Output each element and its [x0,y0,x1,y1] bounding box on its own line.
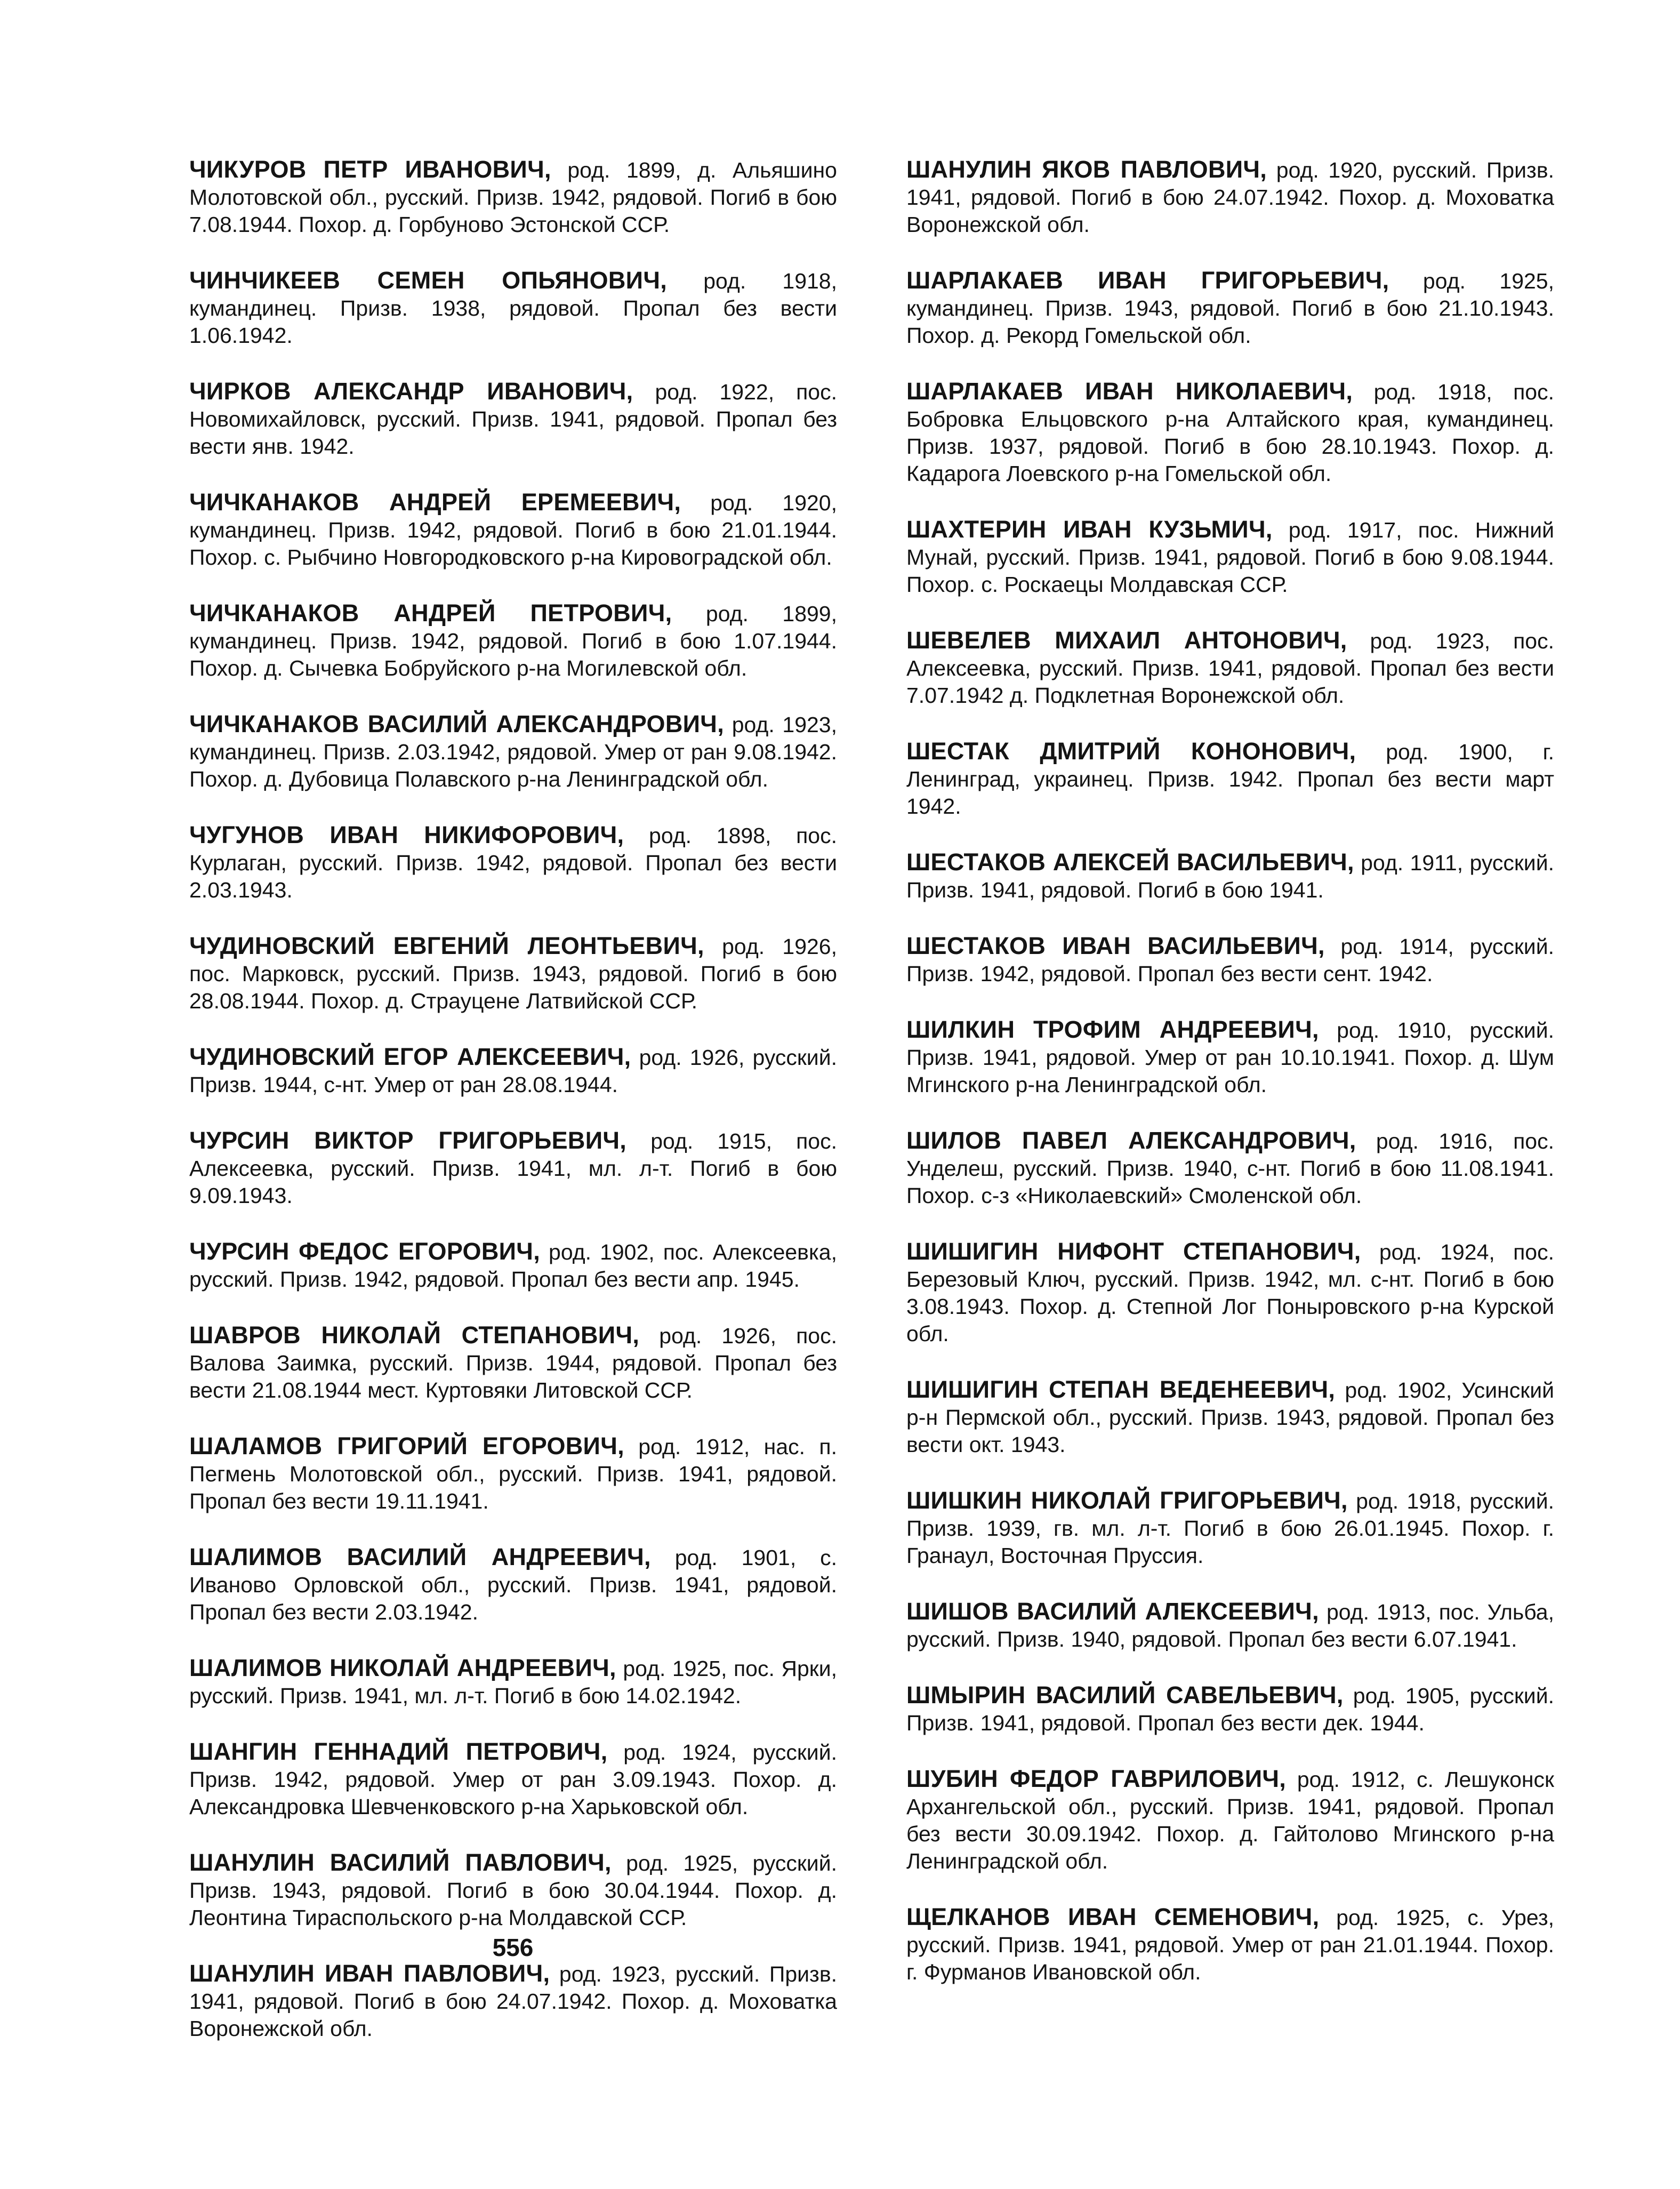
entry [189,1127,837,1209]
entry [906,516,1554,598]
entry-text: род. 1915, пос. Алексеевка, русский. Призв. 1941, мл. л-т. Погиб в бою 9.09.1943. [189,1129,837,1208]
page-number: 556 [492,1934,534,1961]
entry-name: ЧУДИНОВСКИЙ ЕВГЕНИЙ ЛЕОНТЬЕВИЧ, [189,932,704,959]
entry-text: род. 1900, г. Ленинград, украинец. Призв. 1942. Пропал без вести март 1942. [906,740,1554,819]
entry-text: род. 1910, русский. Призв. 1941, рядовой. Умер от ран 10.10.1941. Похор. д. Шум Мгинского р-на Ленинградской обл. [906,1018,1554,1097]
entry-text: род. 1925, русский. Призв. 1943, рядовой. Погиб в бою 30.04.1944. Похор. д. Леонтина Тираспольского р-на Молдавской ССР. [189,1851,837,1930]
entry [189,1849,837,1931]
entry-name: ШИШИГИН НИФОНТ СТЕПАНОВИЧ, [906,1238,1361,1265]
entry-name: ЩЕЛКАНОВ ИВАН СЕМЕНОВИЧ, [906,1903,1320,1930]
entry [189,1960,837,2042]
entry-text: род. 1923, кумандинец. Призв. 2.03.1942, рядовой. Умер от ран 9.08.1942. Похор. д. Дубовица Полавского р-на Ленинградской обл. [189,712,837,791]
entry-text: род. 1926, пос. Валова Заимка, русский. Призв. 1944, рядовой. Пропал без вести 21.08.1944 мест. Куртовяки Литовской ССР. [189,1324,838,1402]
entry-name: ШИШКИН НИКОЛАЙ ГРИГОРЬЕВИЧ, [906,1487,1348,1514]
entry-text: род. 1916, пос. Унделеш, русский. Призв. 1940, с-нт. Погиб в бою 11.08.1941. Похор. с-з «Николаевский» Смоленской обл. [906,1129,1554,1208]
entry-text: род. 1918, кумандинец. Призв. 1938, рядовой. Пропал без вести 1.06.1942. [189,269,838,348]
entry-name: ШИШОВ ВАСИЛИЙ АЛЕКСЕЕВИЧ, [906,1598,1319,1625]
entry-text: род. 1901, с. Иваново Орловской обл., русский. Призв. 1941, рядовой. Пропал без вести 2.03.1942. [189,1545,837,1624]
entry [189,1321,837,1404]
entry-name: ЧИКУРОВ ПЕТР ИВАНОВИЧ, [189,156,551,183]
entry-text: род. 1914, русский. Призв. 1942, рядовой. Пропал без вести сент. 1942. [906,934,1554,986]
entry [189,1654,837,1710]
entry-text: род. 1924, русский. Призв. 1942, рядовой. Умер от ран 3.09.1943. Похор. д. Александровка Шевченковского р-на Харьковской обл. [189,1740,837,1819]
entry-text: род. 1926, русский. Призв. 1944, с-нт. Умер от ран 28.08.1944. [189,1045,837,1097]
entry [906,1376,1554,1458]
entry-text: род. 1920, русский. Призв. 1941, рядовой. Погиб в бою 24.07.1942. Похор. д. Моховатка Воронежской обл. [906,158,1554,237]
entry-text: род. 1902, Усинский р-н Пермской обл., русский. Призв. 1943, рядовой. Пропал без вести окт. 1943. [906,1378,1555,1457]
entry [906,267,1554,349]
entry-text: род. 1922, пос. Новомихайловск, русский. Призв. 1941, рядовой. Пропал без вести янв. 1942. [189,380,837,459]
entry-text: род. 1926, пос. Марковск, русский. Призв. 1943, рядовой. Погиб в бою 28.08.1944. Похор. д. Страуцене Латвийской ССР. [189,934,837,1013]
entry-text: род. 1899, д. Альяшино Молотовской обл., русский. Призв. 1942, рядовой. Погиб в бою 7.08.1944. Похор. д. Горбуново Эстонской ССР. [189,158,837,237]
entry-name: ШАРЛАКАЕВ ИВАН ГРИГОРЬЕВИЧ, [906,267,1389,294]
entry [906,378,1554,487]
entry [189,599,837,682]
entry [189,378,837,460]
entry [189,488,837,571]
entry-name: ШМЫРИН ВАСИЛИЙ САВЕЛЬЕВИЧ, [906,1681,1344,1709]
entry [189,1432,837,1515]
entry-text: род. 1913, пос. Ульба, русский. Призв. 1940, рядовой. Пропал без вести 6.07.1941. [906,1600,1554,1651]
entry [906,932,1554,988]
entry-name: ЧИНЧИКЕЕВ СЕМЕН ОПЬЯНОВИЧ, [189,267,668,294]
entry-name: ШЕСТАКОВ АЛЕКСЕЙ ВАСИЛЬЕВИЧ, [906,848,1354,876]
entry-name: ШИЛОВ ПАВЕЛ АЛЕКСАНДРОВИЧ, [906,1127,1356,1154]
entry [906,1016,1554,1098]
entry [906,1598,1554,1653]
entry-name: ЧИЧКАНАКОВ АНДРЕЙ ПЕТРОВИЧ, [189,599,672,627]
entry-text: род. 1918, русский. Призв. 1939, гв. мл. л-т. Погиб в бою 26.01.1945. Похор. г. Гранаул, Восточная Пруссия. [906,1489,1554,1568]
entry-name: ШАНУЛИН ИВАН ПАВЛОВИЧ, [189,1960,550,1987]
entry [906,627,1554,709]
entry-text: род. 1923, пос. Алексеевка, русский. Призв. 1941, рядовой. Пропал без вести 7.07.1942 д. Подклетная Воронежской обл. [906,629,1554,708]
entry [189,1738,837,1821]
entry-text: род. 1920, кумандинец. Призв. 1942, рядовой. Погиб в бою 21.01.1944. Похор. с. Рыбчино Новгородковского р-на Кировоградской обл. [189,491,838,570]
entry-name: ЧУРСИН ФЕДОС ЕГОРОВИЧ, [189,1238,541,1265]
entry-name: ШАЛАМОВ ГРИГОРИЙ ЕГОРОВИЧ, [189,1432,624,1460]
entry-name: ЧИЧКАНАКОВ АНДРЕЙ ЕРЕМЕЕВИЧ, [189,488,681,516]
entry [189,710,837,793]
entry-name: ЧИРКОВ АЛЕКСАНДР ИВАНОВИЧ, [189,378,633,405]
entry [189,1543,837,1626]
entry [906,1487,1554,1569]
entry [906,737,1554,820]
entry [906,1127,1554,1209]
entry-text: род. 1925, с. Урез, русский. Призв. 1941, рядовой. Умер от ран 21.01.1944. Похор. г. Фурманов Ивановской обл. [906,1905,1555,1984]
entry [906,1681,1554,1737]
entry-name: ШАНУЛИН ВАСИЛИЙ ПАВЛОВИЧ, [189,1849,612,1876]
entry-name: ШИЛКИН ТРОФИМ АНДРЕЕВИЧ, [906,1016,1319,1043]
entry [906,1903,1554,1986]
entry [189,932,837,1015]
entry [189,1238,837,1293]
entry-name: ШЕСТАКОВ ИВАН ВАСИЛЬЕВИЧ, [906,932,1325,959]
entry [906,1765,1554,1875]
entry-name: ШАВРОВ НИКОЛАЙ СТЕПАНОВИЧ, [189,1321,640,1349]
entry-name: ШУБИН ФЕДОР ГАВРИЛОВИЧ, [906,1765,1287,1792]
entry-text: род. 1912, с. Лешуконск Архангельской обл., русский. Призв. 1941, рядовой. Пропал без вести 30.09.1942. Похор. д. Гайтолово Мгинского р-на Ленинградской обл. [906,1767,1554,1873]
entry-name: ШАРЛАКАЕВ ИВАН НИКОЛАЕВИЧ, [906,378,1353,405]
entry-text: род. 1912, нас. п. Пегмень Молотовской обл., русский. Призв. 1941, рядовой. Пропал без вести 19.11.1941. [189,1434,837,1513]
entry-name: ЧУГУНОВ ИВАН НИКИФОРОВИЧ, [189,821,624,848]
entry-name: ЧУРСИН ВИКТОР ГРИГОРЬЕВИЧ, [189,1127,627,1154]
entry-name: ШАХТЕРИН ИВАН КУЗЬМИЧ, [906,516,1273,543]
entry [189,1043,837,1098]
entry-text: род. 1898, пос. Курлаган, русский. Призв. 1942, рядовой. Пропал без вести 2.03.1943. [189,823,837,902]
entry-text: род. 1925, кумандинец. Призв. 1943, рядовой. Погиб в бою 21.10.1943. Похор. д. Рекорд Гомельской обл. [906,269,1554,348]
entry-name: ШАНГИН ГЕННАДИЙ ПЕТРОВИЧ, [189,1738,608,1765]
entry-text: род. 1918, пос. Бобровка Ельцовского р-на Алтайского края, кумандинец. Призв. 1937, рядовой. Погиб в бою 28.10.1943. Похор. д. Кадарога Лоевского р-на Гомельской обл. [906,380,1554,486]
entry [189,821,837,904]
entry-text: род. 1899, кумандинец. Призв. 1942, рядовой. Погиб в бою 1.07.1944. Похор. д. Сычевка Бобруйского р-на Могилевской обл. [189,602,837,680]
entry-name: ШИШИГИН СТЕПАН ВЕДЕНЕЕВИЧ, [906,1376,1336,1403]
entry-text: род. 1905, русский. Призв. 1941, рядовой. Пропал без вести дек. 1944. [906,1683,1554,1735]
entry-name: ШАЛИМОВ ВАСИЛИЙ АНДРЕЕВИЧ, [189,1543,651,1570]
entry-text: род. 1917, пос. Нижний Мунай, русский. Призв. 1941, рядовой. Погиб в бою 9.08.1944. Похор. с. Роскаецы Молдавская ССР. [906,518,1554,597]
entry [189,156,837,238]
left-column [189,156,837,2071]
entry [906,1238,1554,1348]
entry [906,848,1554,904]
entry-name: ШАЛИМОВ НИКОЛАЙ АНДРЕЕВИЧ, [189,1654,616,1681]
entry-name: ШЕСТАК ДМИТРИЙ КОНОНОВИЧ, [906,737,1356,765]
entry-name: ЧИЧКАНАКОВ ВАСИЛИЙ АЛЕКСАНДРОВИЧ, [189,710,725,737]
right-column [906,156,1554,2014]
entry-name: ШАНУЛИН ЯКОВ ПАВЛОВИЧ, [906,156,1267,183]
entry-text: род. 1911, русский. Призв. 1941, рядовой. Погиб в бою 1941. [906,851,1554,902]
entry-name: ЧУДИНОВСКИЙ ЕГОР АЛЕКСЕЕВИЧ, [189,1043,631,1070]
entry-text: род. 1902, пос. Алексеевка, русский. Призв. 1942, рядовой. Пропал без вести апр. 1945. [189,1240,837,1292]
entry-text: род. 1923, русский. Призв. 1941, рядовой. Погиб в бою 24.07.1942. Похор. д. Моховатка Воронежской обл. [189,1962,837,2041]
entry-text: род. 1924, пос. Березовый Ключ, русский. Призв. 1942, мл. с-нт. Погиб в бою 3.08.1943. Похор. д. Степной Лог Поныровского р-на Курской обл. [906,1240,1554,1346]
entry-name: ШЕВЕЛЕВ МИХАИЛ АНТОНОВИЧ, [906,627,1347,654]
entry [906,156,1554,238]
entry [189,267,837,349]
entry-text: род. 1925, пос. Ярки, русский. Призв. 1941, мл. л-т. Погиб в бою 14.02.1942. [189,1656,837,1708]
